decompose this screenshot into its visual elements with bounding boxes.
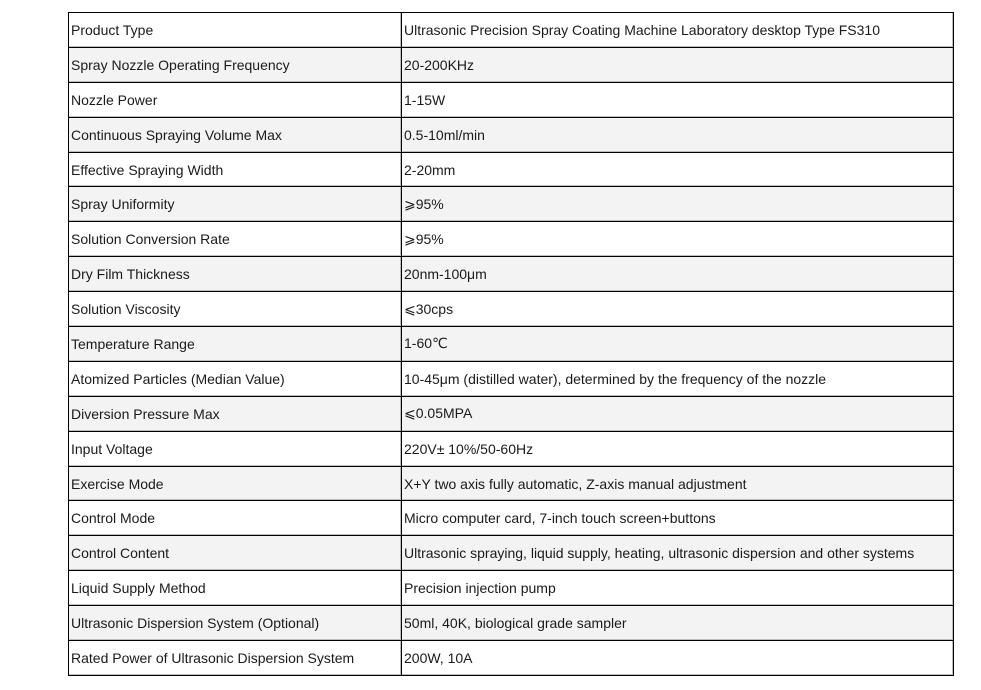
table-row [69,152,954,187]
spec-label: Dry Film Thickness [69,257,402,292]
table-row [69,501,954,536]
spec-label: Solution Viscosity [69,292,402,327]
spec-value: 1-15W [402,82,954,117]
spec-label: Atomized Particles (Median Value) [69,361,402,396]
table-row [69,571,954,606]
table-row [69,47,954,82]
spec-label: Liquid Supply Method [69,571,402,606]
spec-value: 20-200KHz [402,47,954,82]
spec-label: Input Voltage [69,431,402,466]
spec-label: Control Mode [69,501,402,536]
spec-label: Exercise Mode [69,466,402,501]
spec-value: ⩽30cps [402,292,954,327]
table-row [69,327,954,362]
table-row [69,13,954,48]
spec-value: 50ml, 40K, biological grade sampler [402,606,954,641]
table-row [69,641,954,676]
table-row [69,396,954,431]
table-row [69,536,954,571]
table-row [69,82,954,117]
spec-label: Product Type [69,13,402,48]
spec-value: ⩾95% [402,222,954,257]
spec-value: ⩽0.05MPA [402,396,954,431]
spec-value: 0.5-10ml/min [402,117,954,152]
spec-value: Ultrasonic Precision Spray Coating Machine Laboratory desktop Type FS310 [402,13,954,48]
table-row [69,431,954,466]
spec-label: Nozzle Power [69,82,402,117]
spec-value: 20nm-100μm [402,257,954,292]
spec-label: Spray Uniformity [69,187,402,222]
spec-value: Precision injection pump [402,571,954,606]
spec-label: Ultrasonic Dispersion System (Optional) [69,606,402,641]
spec-label: Control Content [69,536,402,571]
spec-label: Solution Conversion Rate [69,222,402,257]
table-row [69,117,954,152]
table-row [69,606,954,641]
spec-value: 200W, 10A [402,641,954,676]
spec-label: Diversion Pressure Max [69,396,402,431]
spec-table [68,12,954,676]
table-row [69,222,954,257]
spec-value: 1-60℃ [402,327,954,362]
table-row [69,257,954,292]
table-row [69,466,954,501]
spec-label: Effective Spraying Width [69,152,402,187]
table-row [69,187,954,222]
spec-label: Spray Nozzle Operating Frequency [69,47,402,82]
spec-label: Rated Power of Ultrasonic Dispersion System [69,641,402,676]
spec-value: 220V± 10%/50-60Hz [402,431,954,466]
spec-value: ⩾95% [402,187,954,222]
spec-table-body [69,13,954,676]
spec-value: X+Y two axis fully automatic, Z-axis manual adjustment [402,466,954,501]
spec-value: 10-45μm (distilled water), determined by the frequency of the nozzle [402,361,954,396]
spec-value: 2-20mm [402,152,954,187]
spec-label: Continuous Spraying Volume Max [69,117,402,152]
spec-label: Temperature Range [69,327,402,362]
spec-value: Ultrasonic spraying, liquid supply, heating, ultrasonic dispersion and other systems [402,536,954,571]
table-row [69,361,954,396]
spec-value: Micro computer card, 7-inch touch screen+buttons [402,501,954,536]
table-row [69,292,954,327]
